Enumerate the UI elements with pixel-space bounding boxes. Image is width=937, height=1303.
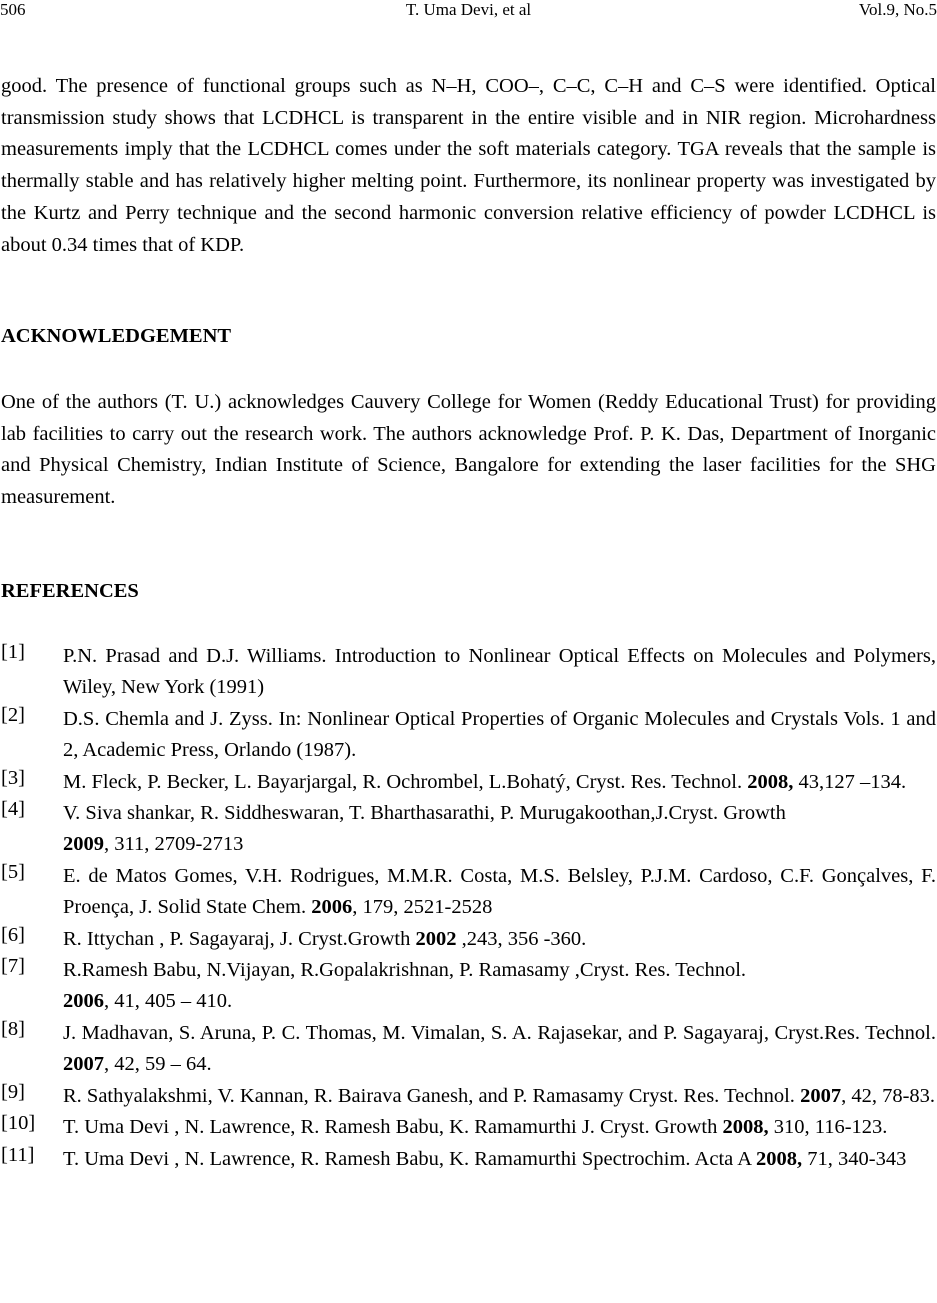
acknowledgement-paragraph: One of the authors (T. U.) acknowledges Cauvery College for Women (Reddy Educational Trust) for providing lab facilities to carry out the research work. The authors acknowledge Prof. P. K. Das, Department of Inorganic and Physical Chemistry, Indian Institute of Science, Bangalore for extending the laser facilities for the SHG measurement. (1, 391, 936, 509)
reference-item (1, 641, 936, 704)
reference-number: [3] (1, 766, 25, 789)
reference-number: [4] (1, 798, 25, 821)
running-header (0, 0, 937, 24)
reference-text: T. Uma Devi , N. Lawrence, R. Ramesh Babu, K. Ramamurthi J. Cryst. Growth 2008, 310, 116-123. (63, 1116, 888, 1139)
reference-text: M. Fleck, P. Becker, L. Bayarjargal, R. Ochrombel, L.Bohatý, Cryst. Res. Technol. 2008, 43,127 –134. (63, 770, 907, 793)
reference-year: 2006 (63, 990, 104, 1013)
reference-number: [1] (1, 641, 25, 663)
reference-item (1, 955, 936, 1018)
reference-item (1, 798, 936, 861)
reference-year: 2007 (800, 1084, 842, 1107)
reference-item (1, 861, 936, 924)
reference-item (1, 1112, 936, 1143)
reference-text: R.Ramesh Babu, N.Vijayan, R.Gopalakrishnan, P. Ramasamy ,Cryst. Res. Technol. 2006, 41, 405 – 410. (63, 959, 747, 1013)
reference-year: 2009 (63, 833, 104, 856)
reference-number: [11] (1, 1143, 35, 1166)
reference-year: 2006 (311, 896, 353, 919)
reference-text: V. Siva shankar, R. Siddheswaran, T. Bharthasarathi, P. Murugakoothan,J.Cryst. Growth 2009, 311, 2709-2713 (63, 802, 786, 856)
reference-text: R. Sathyalakshmi, V. Kannan, R. Bairava Ganesh, and P. Ramasamy Cryst. Res. Technol. 2007, 42, 78-83. (63, 1084, 936, 1107)
reference-text: T. Uma Devi , N. Lawrence, R. Ramesh Babu, K. Ramamurthi Spectrochim. Acta A 2008, 71, 340-343 (63, 1147, 907, 1170)
reference-year: 2008, (722, 1116, 769, 1139)
reference-number: [7] (1, 955, 25, 978)
reference-number: [2] (1, 703, 25, 726)
reference-item (1, 924, 936, 955)
reference-text: R. Ittychan , P. Sagayaraj, J. Cryst.Growth 2002 ,243, 356 -360. (63, 927, 587, 950)
reference-text: J. Madhavan, S. Aruna, P. C. Thomas, M. Vimalan, S. A. Rajasekar, and P. Sagayaraj, Cryst.Res. Technol. 2007, 42, 59 – 64. (63, 1021, 936, 1076)
running-authors: T. Uma Devi, et al (405, 0, 532, 19)
reference-text: E. de Matos Gomes, V.H. Rodrigues, M.M.R. Costa, M.S. Belsley, P.J.M. Cardoso, C.F. Gonçalves, F. Proença, J. Solid State Chem. 2006, 179, 2521-2528 (63, 864, 936, 919)
references-heading: REFERENCES (1, 580, 139, 602)
reference-item (1, 1144, 936, 1175)
reference-number: [8] (1, 1017, 25, 1040)
reference-number: [6] (1, 923, 25, 946)
page-number: 506 (0, 0, 26, 19)
reference-year: 2008, (756, 1147, 803, 1170)
reference-year: 2008, (747, 770, 794, 793)
reference-list (1, 641, 936, 1175)
reference-item (1, 704, 936, 767)
reference-text: D.S. Chemla and J. Zyss. In: Nonlinear Optical Properties of Organic Molecules and Crystals Vols. 1 and 2, Academic Press, Orlando (1987). (63, 707, 936, 762)
reference-year: 2002 (415, 927, 457, 950)
reference-item (1, 767, 936, 798)
reference-text: P.N. Prasad and D.J. Williams. Introduction to Nonlinear Optical Effects on Molecules and Polymers, Wiley, New York (1991) (63, 645, 936, 699)
acknowledgement-heading: ACKNOWLEDGEMENT (1, 325, 232, 347)
reference-number: [5] (1, 860, 25, 883)
reference-item (1, 1081, 936, 1112)
reference-year: 2007 (63, 1053, 104, 1076)
reference-number: [9] (1, 1080, 25, 1103)
journal-volume: Vol.9, No.5 (858, 0, 937, 19)
conclusion-paragraph: good. The presence of functional groups such as N–H, COO–, C–C, C–H and C–S were identified. Optical transmission study shows that LCDHCL is transparent in the entire visible and in NIR region. Microhardness measurements imply that the LCDHCL comes under the soft materials category. TGA reveals that the sample is thermally stable and has relatively higher melting point. Furthermore, its nonlinear property was investigated by the Kurtz and Perry technique and the second harmonic conversion relative efficiency of powder LCDHCL is about 0.34 times that of KDP. (1, 75, 936, 256)
reference-number: [10] (1, 1112, 36, 1135)
reference-item (1, 1018, 936, 1081)
